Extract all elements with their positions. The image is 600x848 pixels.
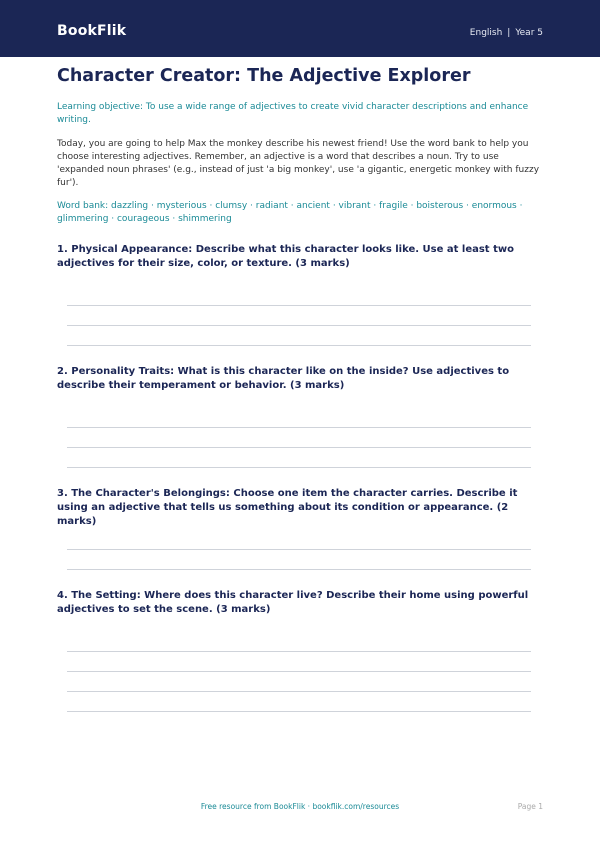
meta-separator: |: [507, 28, 511, 38]
answer-line[interactable]: [67, 549, 531, 550]
answer-line[interactable]: [67, 345, 531, 346]
answer-line[interactable]: [67, 671, 531, 672]
answer-line[interactable]: [67, 467, 531, 468]
answer-line[interactable]: [67, 325, 531, 326]
page-number: Page 1: [517, 802, 543, 811]
page-header: [0, 0, 600, 57]
learning-objective: Learning objective: To use a wide range of adjectives to create vivid character descriptions and enhance writing.: [57, 102, 529, 125]
worksheet-title: Character Creator: The Adjective Explorer: [57, 66, 471, 86]
answer-line[interactable]: [67, 691, 531, 692]
brand-logo-text: BookFlik: [57, 23, 127, 39]
question-4: 4. The Setting: Where does this character live? Describe their home using powerful adjectives to set the scene. (3 marks): [57, 590, 529, 615]
answer-line[interactable]: [67, 711, 531, 712]
answer-line[interactable]: [67, 305, 531, 306]
question-3: 3. The Character's Belongings: Choose one item the character carries. Describe it using an adjective that tells us something about its condition or appearance. (2 marks): [57, 488, 518, 527]
answer-line[interactable]: [67, 427, 531, 428]
word-bank: Word bank: dazzling · mysterious · clumsy · radiant · ancient · vibrant · fragile · boisterous · enormous · glimmering · courageous · shimmering: [57, 201, 523, 224]
answer-line[interactable]: [67, 447, 531, 448]
question-1: 1. Physical Appearance: Describe what this character looks like. Use at least two adjectives for their size, color, or texture. (3 marks): [57, 244, 514, 269]
answer-line[interactable]: [67, 569, 531, 570]
question-2: 2. Personality Traits: What is this character like on the inside? Use adjectives to describe their temperament or behavior. (3 marks): [57, 366, 510, 391]
year-label: Year 5: [515, 28, 543, 38]
header-meta: [470, 28, 543, 38]
footer-link[interactable]: Free resource from BookFlik · bookflik.com/resources: [200, 802, 400, 811]
answer-line[interactable]: [67, 651, 531, 652]
intro-paragraph: Today, you are going to help Max the monkey describe his newest friend! Use the word bank to help you choose interesting adjectives. Remember, an adjective is a word that describes a noun. Try to use 'expanded noun phrases' (e.g., instead of just 'a big monkey', use 'a gigantic, energetic monkey with fuzzy fur').: [57, 139, 540, 188]
subject-label: English: [469, 28, 503, 38]
